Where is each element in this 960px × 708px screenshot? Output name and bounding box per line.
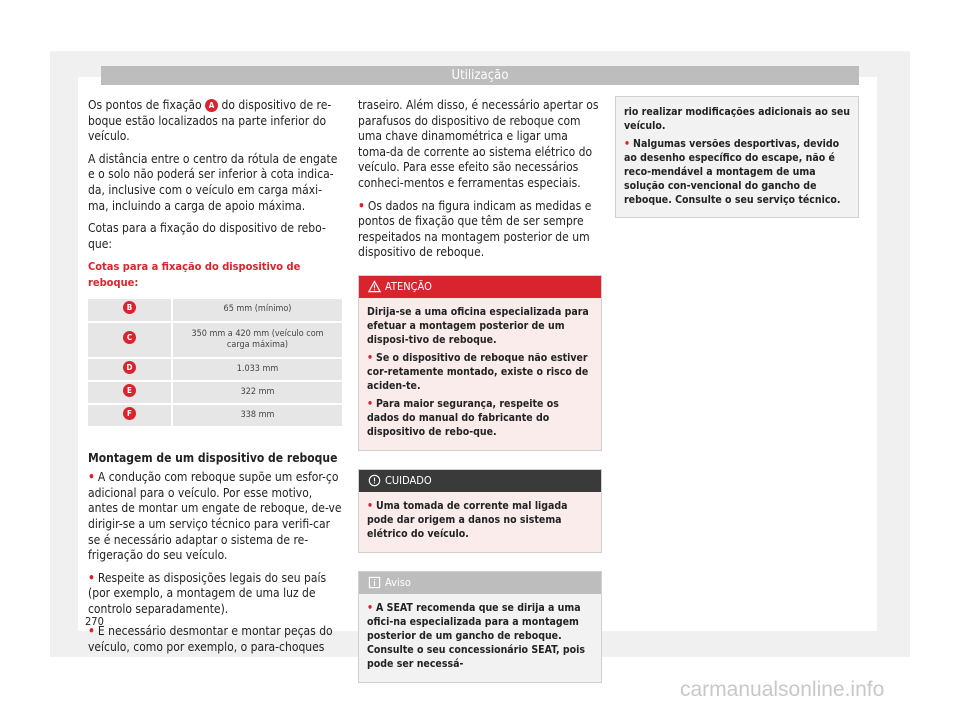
table-title: Cotas para a fixação do dispositivo de reboque: [88,260,301,289]
bullet-item: • Para maior segurança, respeite os dados do manual do fabricante do dispositivo de rebo-que. [367,397,559,438]
column-2 [358,98,602,695]
bullet-icon: • [88,624,95,639]
warning-title: ATENÇÃO [385,279,432,293]
marker-a-badge: A [205,99,218,112]
bullet-icon: • [358,198,365,213]
table-cell-value: 350 mm a 420 mm (veículo com carga máxima) [172,322,342,358]
bullet-icon: • [367,499,374,512]
dimensions-table [88,299,342,428]
caution-title: CUIDADO [385,473,432,487]
table-cell-value: 322 mm [172,381,342,404]
bullet-item: • É necessário desmontar e montar peças do veículo, como por exemplo, o para-choques [88,624,333,655]
bullet-item: • Nalgumas versões desportivas, devido ao desenho específico do escape, não é reco-mendável a montagem de uma solução con-vencional do gancho de reboque. Consulte o seu serviço técnico. [624,138,841,206]
column-3 [615,96,859,218]
column-1 [88,98,342,663]
marker-c-badge: C [123,331,136,344]
bullet-item: • Respeite as disposições legais do seu país (por exemplo, a montagem de uma luz de controlo separadamente). [88,570,327,616]
marker-d-badge: D [123,361,136,374]
table-row [88,299,342,322]
section-header: Utilização [101,66,859,85]
paragraph-dimensions-intro: Cotas para a fixação do dispositivo de rebo-que: [88,221,326,251]
warning-triangle-icon [368,280,381,293]
note-box [358,571,602,683]
bullet-item: • A SEAT recomenda que se dirija a uma ofici-na especializada para a montagem posterior de um gancho de reboque. Consulte o seu concessionário SEAT, pois pode ser necessá- [367,601,586,670]
table-row [88,322,342,358]
paragraph-continuation: traseiro. Além disso, é necessário apertar os parafusos do dispositivo de reboque com uma chave dinamométrica e ligar uma toma-da de corrente ao sistema elétrico do veículo. Para esse efeito são necessários conheci-mentos e ferramentas especiais. [358,98,599,190]
marker-e-badge: E [123,384,136,397]
paragraph-fixation-points: Os pontos de fixação A do dispositivo de re-boque estão localizados na parte inferior do veículo. [88,98,332,144]
table-cell-value: 65 mm (mínimo) [172,299,342,322]
page-number: 270 [85,615,104,628]
bullet-item: • A condução com reboque supõe um esfor-ço adicional para o veículo. Por esse motivo, antes de montar um engate de reboque, de-ve dirigir-se a um serviço técnico para verifi-car se é necessário adaptar o sistema de re-frigeração do seu veículo. [88,470,342,563]
info-icon [368,576,381,589]
note-continuation-text: rio realizar modificações adicionais ao seu veículo. [624,106,850,132]
bullet-item: • Uma tomada de corrente mal ligada pode dar origem a danos no sistema elétrico do veículo. [367,499,568,540]
paragraph-distance: A distância entre o centro da rótula de engate e o solo não poderá ser inferior à cota indica-da, inclusive com o veículo em carga máxi-ma, incluindo a carga de apoio máxima. [88,151,338,213]
table-cell-value: 1.033 mm [172,358,342,381]
table-row [88,404,342,427]
note-title: Aviso [385,575,411,589]
caution-circle-icon [368,474,381,487]
table-cell-value: 338 mm [172,404,342,427]
bullet-icon: • [367,397,374,410]
note-continuation-box [615,96,859,218]
bullet-icon: • [88,570,95,585]
bullet-icon: • [367,351,374,364]
section-heading: Montagem de um dispositivo de reboque [88,450,338,465]
marker-b-badge: B [123,301,136,314]
table-row [88,381,342,404]
caution-box [358,469,602,553]
bullet-icon: • [367,601,374,614]
marker-f-badge: F [123,407,136,420]
bullet-item: • Se o dispositivo de reboque não estiver cor-retamente montado, existe o risco de aciden-te. [367,351,589,392]
watermark: carmanualsonline.info [680,678,885,701]
table-row [88,358,342,381]
bullet-icon: • [624,138,631,150]
warning-text: Dirija-se a uma oficina especializada para efetuar a montagem posterior de um disposi-tivo de reboque. [367,305,589,346]
bullet-item: • Os dados na figura indicam as medidas e pontos de fixação que têm de ser sempre respeitados na montagem posterior de um dispositivo de reboque. [358,198,592,260]
bullet-icon: • [88,470,95,485]
warning-box [358,275,602,451]
